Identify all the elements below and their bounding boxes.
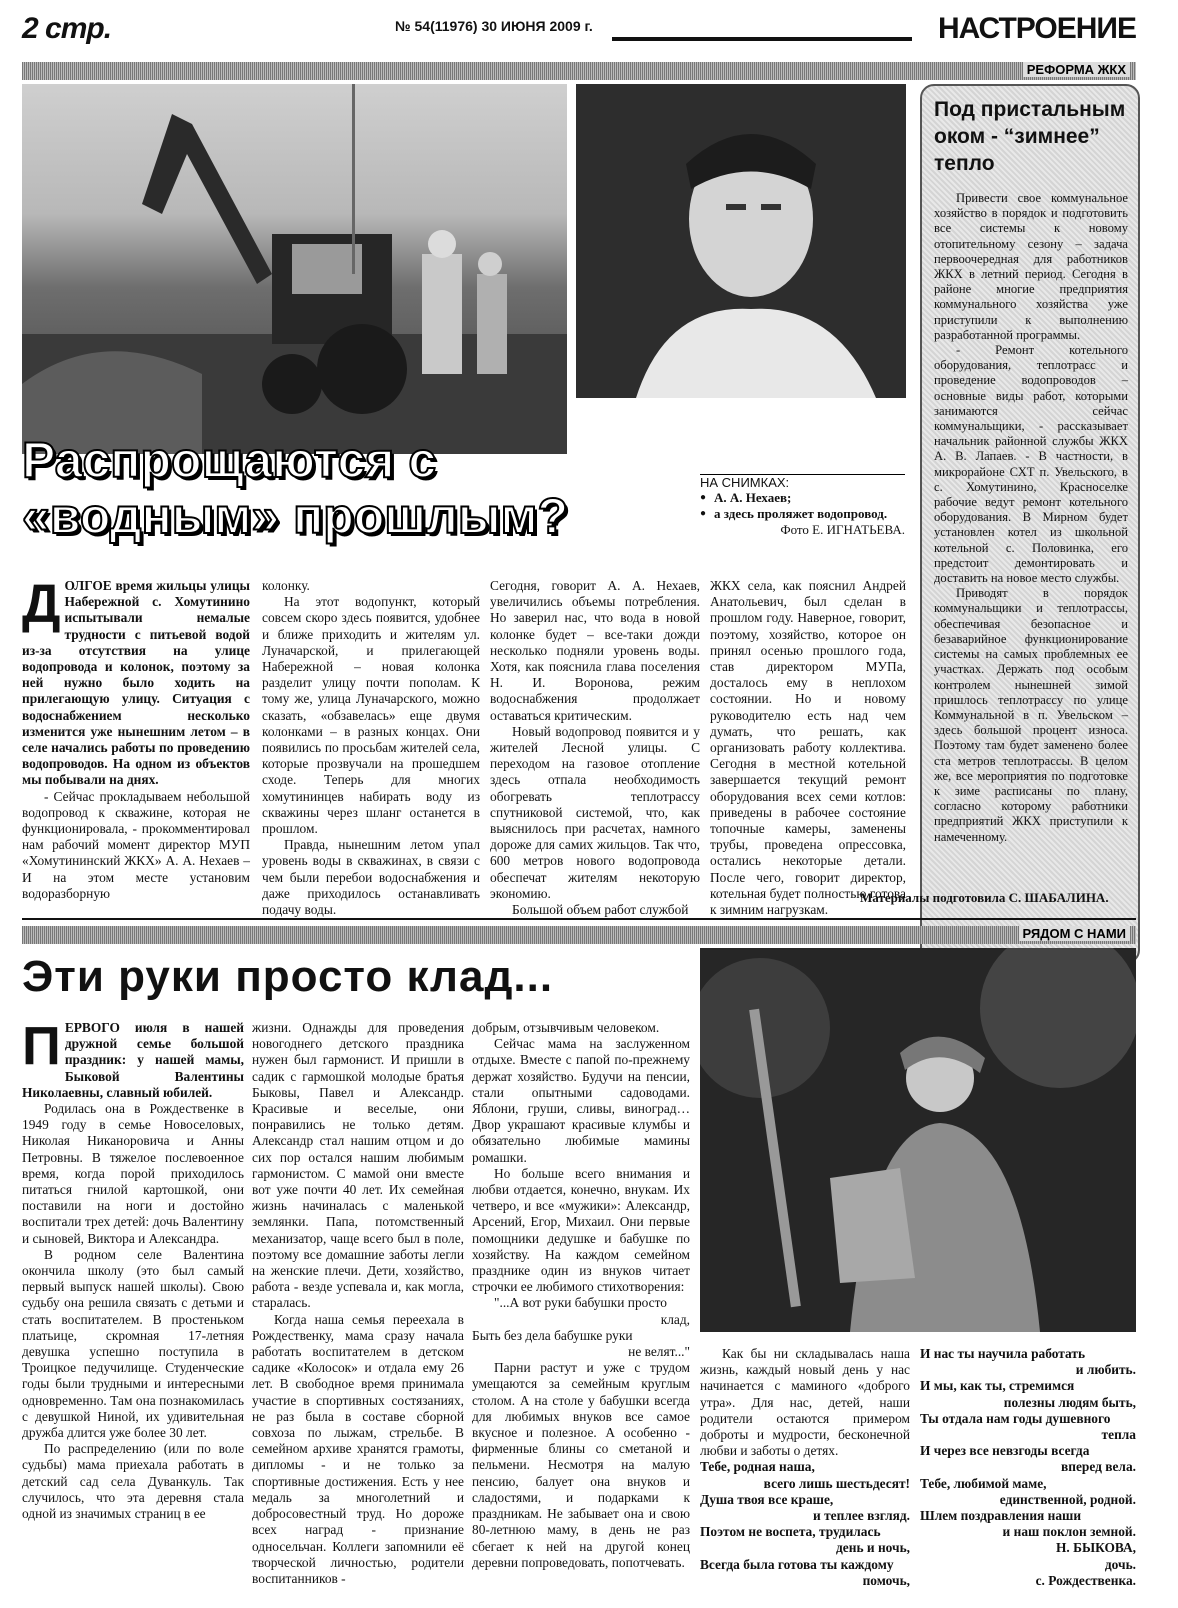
sidebar-box [920,84,1140,964]
poem-line: И мы, как ты, стремимся [920,1378,1075,1394]
photo-credit: Фото Е. ИГНАТЬЕВА. [780,522,905,537]
article1-column-3 [490,578,700,918]
article2-column-2 [252,1020,464,1587]
poem-line: И через все невзгоды всегда [920,1443,1090,1459]
poem-line: единственной, родной. [999,1491,1136,1507]
section-divider [22,918,1136,920]
rubric-bar [22,926,1136,944]
paragraph: - Ремонт котельного оборудования, теплотрасс и проведение водопроводов – основные виды работ, которыми занимаются сейчас коммунальщики, - рассказывает начальник районной службы ЖКХ А. В. Лапаев. - В частности, в микрорайоне СХТ п. Увельского, в с. Хомутинино, Красноселке рабочие ведут ремонт котельного оборудования. В Мирном будет установлен котел из школьной котельной с. Половинка, его предстоит демонтировать и доставить на новое место службы. [934,343,1128,586]
greeting-verse [700,1459,910,1589]
excavator-photo [22,84,567,454]
paragraph: Правда, нынешним летом упал уровень воды в скважинах, в связи с чем были перебои водоснабжения и даже приходилось останавливать подачу воды. [262,837,480,918]
sidebar-body [934,191,1128,845]
author-name: Н. БЫКОВА, [1055,1540,1136,1556]
poem-line: И нас ты научила работать [920,1346,1086,1361]
lead-paragraph: ЕРВОГО июля в нашей дружной семье большой праздник: у нашей мамы, Быковой Валентины Николаевны, славный юбилей. [22,1020,244,1100]
paragraph: По распределению (или по воле судьбы) мама приехала работать в детский сад села Дуванкуль. Так случилось, что эта деревня стала одной из значимых страниц в ее [22,1441,244,1522]
poem-line: и любить. [1075,1362,1136,1378]
paragraph: жизни. Однажды для проведения новогоднего детского праздника нужен был гармонист. И пришли в садик с гармошкой молодые братья Быковы, Павел и Александр. Красивые и веселые, они понравились не только детям. Александр стал нашим отцом и до сих пор остался нашим любимым гармонистом. С мамой они вместе вот уже почти 40 лет. Их семейная жизнь начиналась с маленькой землянки. Папа, потомственный механизатор, чаще всего был в поле, поэтому все домашние заботы легли на женские плечи. Дети, хозяйство, работа - везде успевала и, как могла, старалась. [252,1020,464,1311]
garden-illustration [700,948,1136,1332]
poem-line: вперед вела. [1061,1459,1136,1475]
caption-item: ● а здесь проляжет водопровод. [700,506,905,522]
lead-paragraph: ОЛГОЕ время жильцы улицы Набережной с. Хомутинино испытывали немалые трудности с питьевой водой из-за отсутствия на улице водопровода и колонок, поэтому за ней нужно было ходить на прилегающую улицу. Ситуация с водоснабжением несколько изменится уже нынешним летом – в селе начались работы по проведению водопроводов. На одном из объектов мы побывали на днях. [22,578,250,788]
article1-headline: Распрощаются с «водным» прошлым? [22,432,569,544]
rubric-label: РЯДОМ С НАМИ [1019,926,1130,941]
sidebar-title: Под пристальным оком - “зимнее” тепло [934,98,1126,175]
paragraph: Новый водопровод появится и у жителей Лесной улицы. С переходом на газовое отопление здесь отпала необходимость обогревать теплотрассу спутниковой системой, что, как выяснилось при расчетах, намного дороже для самих жильцов. Так что, 600 метров нового водопровода обеспечат жителям некоторую экономию. [490,723,700,901]
rubric-bar [22,62,1136,80]
article2-column-1 [22,1016,244,1522]
verse-line: Душа твоя все краше, [700,1491,834,1507]
paragraph: Привести свое коммунальное хозяйство в порядок и подготовить все системы к новому отопительному сезону – задача первоочередная для работников ЖКХ в летний период. Сегодня в районе многие предприятия коммунального хозяйства уже приступили к выполнению разработанной программы. [934,191,1128,342]
article1-signoff: Материалы подготовила С. ШАБАЛИНА. [860,890,1109,905]
portrait-illustration [576,84,906,398]
paragraph: Когда наша семья переехала в Рождественку, мама сразу начала работать воспитателем в детском садике «Колосок» и отдала ему 26 лет. В свободное время принимала участие в спортивных состязаниях, не раз была в составе сборной совхоза по лыжам, стрельбе. В семейном архиве хранятся грамоты, дипломы - и не только за спортивные достижения. Есть у нее медаль за многолетний и добросовестный труд. Но дороже всех наград - признание односельчан. Коллеги запомнили её творческой личностью, родители воспитанников - [252,1311,464,1586]
verse-line: всего лишь шестьдесят! [763,1475,910,1491]
paragraph: Как бы ни складывалась наша жизнь, каждый новый день у нас начинается с маминого «доброго утра». Для нас, детей, наши родители остаются примером доброты и мудрости, бесконечной любви и заботы о детях. [700,1346,910,1459]
poem-line: Шлем поздравления наши [920,1508,1082,1524]
paragraph: - Сейчас прокладываем небольшой водопровод к скважине, которая не функционировала, - прокомментировал нам рабочий момент директор МУП «Хомутининский ЖКХ» А. А. Нехаев – И на этом месте установим водоразборную [22,788,250,901]
paragraph: ЖКХ села, как пояснил Андрей Анатольевич, был сделан в прошлом году. Наверное, говорит, поэтому, хозяйство, которое он принял осенью прошлого года, став директором МУПа, досталось ему в неплохом состоянии. Но и новому руководителю есть над чем думать, что решать, как организовать работу коллектива. Сегодня в местной котельной завершается текущий ремонт оборудования всех семи котлов: приведены в рабочее состояние топочные камеры, заменены трубы, проведена опрессовка, остались некоторые детали. После чего, говорит директор, котельная будет полностью готова к зимним нагрузкам. [710,578,906,918]
paragraph: Родилась она в Рождественке в 1949 году в семье Новоселовых, Николая Никаноровича и Анны Петровны. В тяжелое послевоенное время, когда порой приходилось питаться гнилой картошкой, они поставили на ноги и достойно воспитали трех детей: дочь Валентину и сыновей, Виктора и Александра. [22,1101,244,1246]
article1-column-4 [710,578,906,918]
verse-line: Тебе, родная наша, [700,1459,815,1475]
author-relation: дочь. [1104,1556,1136,1572]
poem-line: Ты отдала нам годы душевного [920,1410,1111,1426]
verse-line: Быть без дела бабушке руки [472,1327,633,1343]
paragraph: Сегодня, говорит А. А. Нехаев, увеличились объемы потребления. Но заверил нас, что вода в новой колонке будет – все-таки дожди несколько подняли уровень воды. Хотя, как пояснила глава поселения Н. И. Воронова, режим водоснабжения продолжает оставаться критическим. [490,578,700,723]
section-title: НАСТРОЕНИЕ [937,12,1136,45]
paragraph: Большой объем работ службой [512,902,689,918]
issue-line: № 54(11976) 30 ИЮНЯ 2009 г. [395,18,593,34]
article2-column-4 [700,1346,910,1589]
verse-line: Всегда была готова ты каждому [700,1556,894,1572]
paragraph: Приводят в порядок коммунальщики и теплотрассы, обеспечивая безопасное и безаварийное функционирование системы на самых проблемных ее участках. Держать под особым контролем нынешней зимой пришлось теплотрассу по улице Коммунальной в п. Увельском – здесь большой процент износа. Поэтому там будет заменено более ста метров теплотрассы. В целом же, все мероприятия по подготовке к зиме расписаны по плану, согласно которому работники предприятий ЖКХ приступили к намеченному. [934,586,1128,844]
paragraph: Парни растут и уже с трудом умещаются за семейным круглым столом. А на столе у бабушки всегда для любимых внуков все самое вкусное и полезное. А особенно - фирменные блины со сметаной и пельмени. Несмотря на малую пенсию, балует она внуков и сладостями, и подарками к праздникам. Не забывает она и свою 80-летнюю маму, в день не раз сбегает к ней на другой конец деревни попроведовать, попотчевать. [472,1360,690,1570]
poem-line: тепла [1101,1427,1136,1443]
poem-line: полезны людям быть, [1003,1394,1136,1410]
verse-line: и теплее взгляд. [813,1508,910,1524]
caption-heading: НА СНИМКАХ: [700,475,790,490]
caption-list [700,490,905,522]
poem-line: Тебе, любимой маме, [920,1475,1047,1491]
verse-line: "...А вот руки бабушки просто [494,1295,667,1311]
poem-line: и наш поклон земной. [1002,1524,1136,1540]
paragraph: Сейчас мама на заслуженном отдыхе. Вместе с папой по-прежнему держат хозяйство. Будучи на пенсии, стали опытными садоводами. Яблони, груши, сливы, виноград… Двор украшают красивые клумбы и обязательно любимые мамины ромашки. [472,1036,690,1165]
verse-line: не велят..." [628,1344,690,1360]
article1-column-2 [262,578,480,918]
verse-line: клад, [660,1311,690,1327]
photo-caption [700,474,905,538]
rubric-label: РЕФОРМА ЖКХ [1023,62,1130,77]
verse-line: день и ночь, [836,1540,910,1556]
caption-item: ● А. А. Нехаев; [700,490,905,506]
excavator-illustration [22,84,567,454]
author-place: с. Рождественка. [1035,1572,1136,1588]
paragraph: На этот водопункт, который совсем скоро здесь появится, удобнее и ближе приходить и жителям ул. Луначарской, и прилегающей Набережной – новая колонка разделит улицу почти пополам. К тому же, улица Луначарского, можно сказать, «обзавелась» еще двумя колонками – в разных концах. Они появились по просьбам жителей села, которые прозвучали на прошедшем сходе. Теперь для многих хомутининцев набирать воду из скважины через шланг останется в прошлом. [262,594,480,837]
article2-headline: Эти руки просто клад... [22,952,554,1001]
paragraph: Но больше всего внимания и любви отдается, конечно, внукам. Их четверо, и все «мужики»: Александр, Арсений, Егор, Михаил. Они первые помощники дедушке и бабушке по хозяйству. На каждом семейном празднике один из внуков читает строчки ее любимого стихотворения: [472,1165,690,1295]
verse-line: помочь, [862,1572,910,1588]
article1-column-1 [22,574,250,902]
grandmother-garden-photo [700,948,1136,1332]
header-rule [612,37,912,41]
paragraph: В родном селе Валентина окончила школу (это был самый первый выпуск нашей школы). Свою судьбу она решила связать с детьми и стать воспитателем. В простеньком платьице, скромная 17-летняя девушка успешно поступила в Троицкое педучилище. Студенческие годы были трудными и интересными одновременно. Там она познакомилась с девушкой Ниной, их удивительная дружба длится уже более 30 лет. [22,1246,244,1441]
drop-cap: Д [22,574,61,634]
paragraph: добрым, отзывчивым человеком. [472,1020,660,1035]
drop-cap: П [22,1016,61,1076]
paragraph: колонку. [262,578,310,593]
poem-column [920,1346,1136,1589]
page-number: 2 стр. [22,12,112,45]
portrait-photo-nekhaev [576,84,906,398]
quoted-verse [472,1295,690,1360]
article2-column-3 [472,1020,690,1571]
verse-line: Поэтом не воспета, трудилась [700,1524,881,1540]
